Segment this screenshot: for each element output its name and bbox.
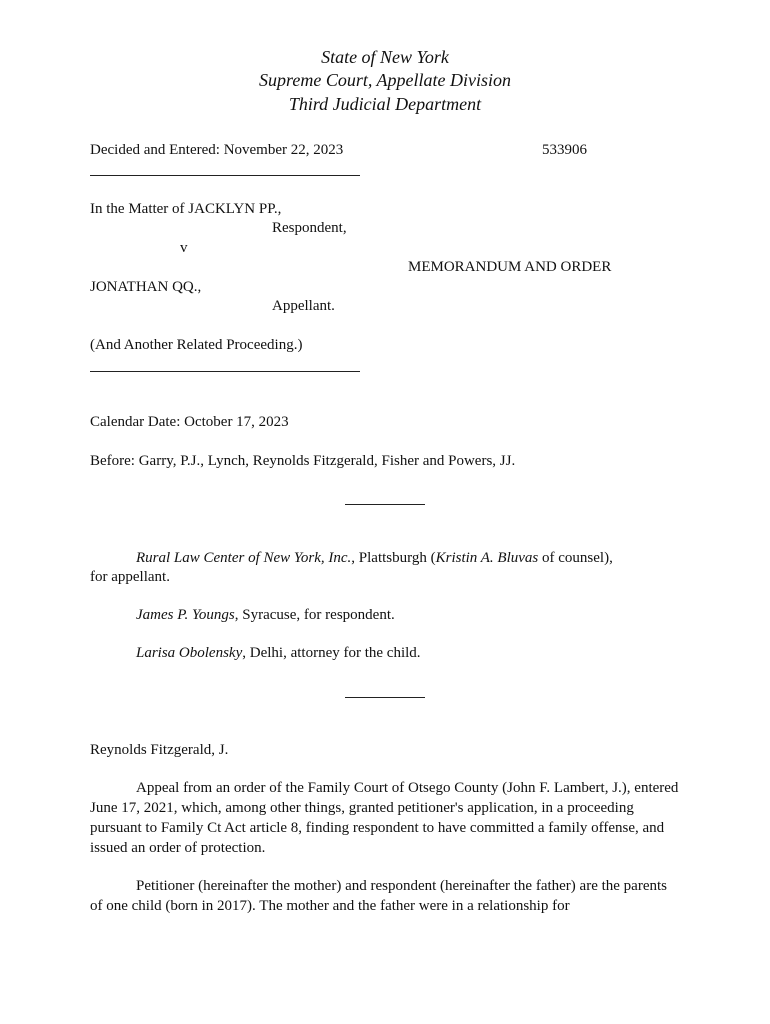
child-counsel-tail: , Delhi, attorney for the child. — [242, 645, 421, 661]
caption-appellant-role: Appellant. — [272, 298, 335, 314]
caption-matter: In the Matter of JACKLYN PP., — [90, 201, 282, 217]
docket-number: 533906 — [542, 142, 587, 158]
respondent-counsel-tail: , Syracuse, for respondent. — [234, 607, 395, 623]
caption-rule-bottom — [90, 371, 360, 372]
appellant-location: , Plattsburgh ( — [351, 550, 436, 566]
section-divider — [345, 504, 425, 505]
calendar-date: Calendar Date: October 17, 2023 — [90, 414, 289, 430]
counsel-respondent — [136, 606, 395, 624]
body-paragraph-1: Appeal from an order of the Family Court of Otsego County (John F. Lambert, J.), entered June 17, 2021, which, among other things, granted petitioner's application, in a proceeding pursuant to Family Ct Act article 8, finding respondent to have committed a family offense, and issued an order of protection. — [90, 780, 679, 856]
child-attorney: Larisa Obolensky — [136, 645, 243, 661]
header-department: Third Judicial Department — [288, 94, 482, 114]
caption-rule-top — [90, 175, 360, 176]
section-divider-2 — [345, 697, 425, 698]
caption-versus: v — [180, 240, 188, 256]
appellant-firm: Rural Law Center of New York, Inc. — [136, 550, 352, 566]
caption-respondent-role: Respondent, — [272, 220, 347, 236]
counsel-child — [136, 644, 421, 662]
opinion-author: Reynolds Fitzgerald, J. — [90, 742, 229, 758]
order-type: MEMORANDUM AND ORDER — [408, 259, 612, 275]
caption-appellant-name: JONATHAN QQ., — [90, 279, 202, 295]
header-state: State of New York — [321, 47, 449, 67]
respondent-attorney: James P. Youngs — [136, 607, 235, 623]
caption-related: (And Another Related Proceeding.) — [90, 337, 303, 353]
counsel-appellant-line — [136, 549, 613, 567]
counsel-appellant-for: for appellant. — [90, 569, 170, 585]
decided-date: Decided and Entered: November 22, 2023 — [90, 142, 344, 158]
panel-before: Before: Garry, P.J., Lynch, Reynolds Fitzgerald, Fisher and Powers, JJ. — [90, 453, 516, 469]
header-court: Supreme Court, Appellate Division — [259, 70, 511, 90]
body-paragraph-2: Petitioner (hereinafter the mother) and respondent (hereinafter the father) are the parents of one child (born in 2017). The mother and the father were in a relationship for — [90, 878, 667, 914]
appellant-attorney: Kristin A. Bluvas — [435, 550, 539, 566]
appellant-of-counsel: of counsel), — [538, 550, 613, 566]
